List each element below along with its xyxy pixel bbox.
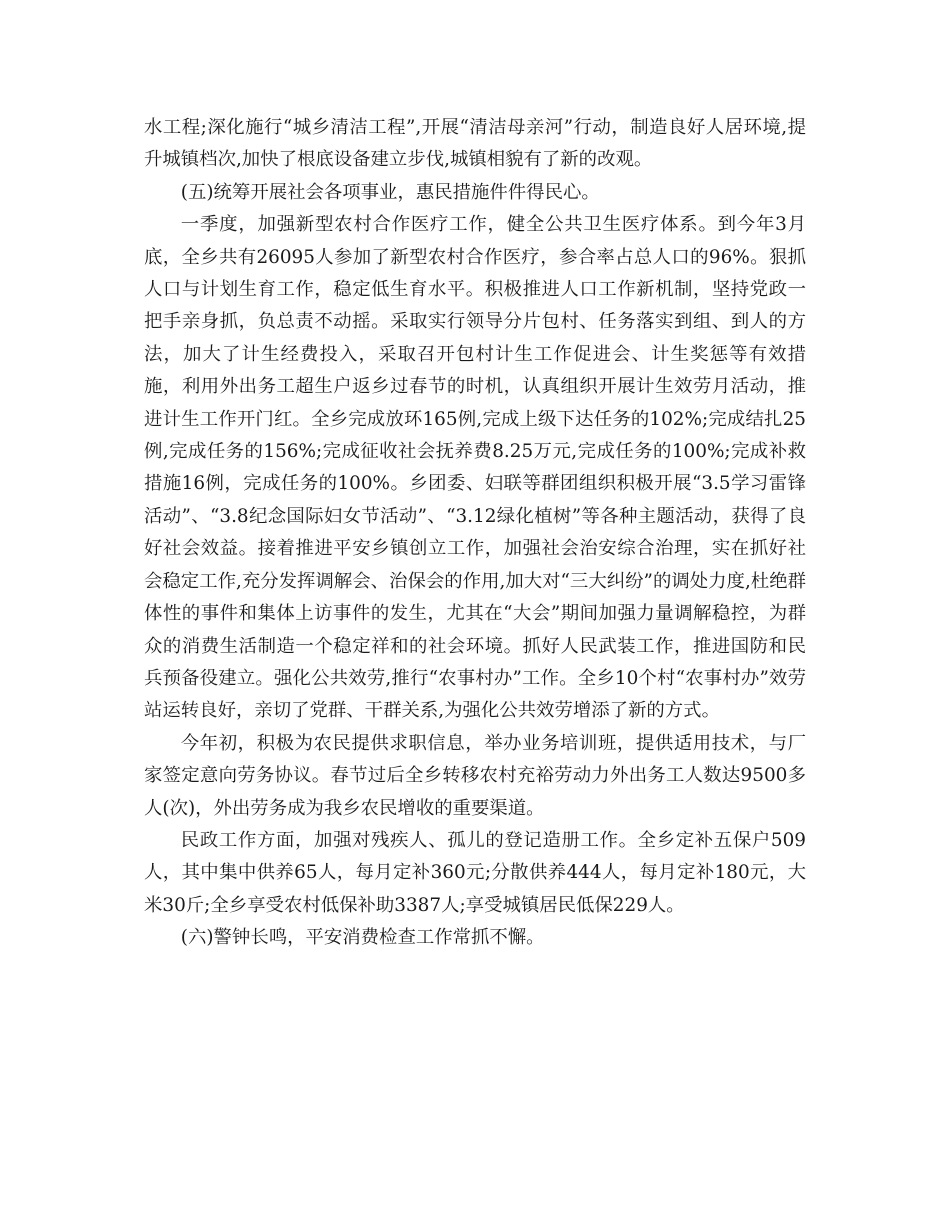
paragraph-5: 民政工作方面，加强对残疾人、孤儿的登记造册工作。全乡定补五保户509人，其中集中供养65人，每月定补360元;分散供养444人，每月定补180元，大米30斤;全乡享受农村低保补助3387人;享受城镇居民低保229人。 xyxy=(144,829,806,916)
paragraph-1: 水工程;深化施行“城乡清洁工程”,开展“清洁母亲河”行动，制造良好人居环境,提升城镇档次,加快了根底设备建立步伐,城镇相貌有了新的改观。 xyxy=(144,117,806,171)
paragraph-2-heading: (五)统筹开展社会各项事业，惠民措施件件得民心。 xyxy=(180,181,600,203)
paragraph-3: 一季度，加强新型农村合作医疗工作，健全公共卫生医疗体系。到今年3月底，全乡共有26095人参加了新型农村合作医疗，参合率占总人口的96%。狠抓人口与计划生育工作，稳定低生育水平。积极推进人口工作新机制，坚持党政一把手亲身抓，负总责不动摇。采取实行领导分片包村、任务落实到组、到人的方法，加大了计生经费投入，采取召开包村计生工作促进会、计生奖惩等有效措施，利用外出务工超生户返乡过春节的时机，认真组织开展计生效劳月活动，推进计生工作开门红。全乡完成放环165例,完成上级下达任务的102%;完成结扎25例,完成任务的156%;完成征收社会抚养费8.25万元,完成任务的100%;完成补救措施16例，完成任务的100%。乡团委、妇联等群团组织积极开展“3.5学习雷锋活动”、“3.8纪念国际妇女节活动”、“3.12绿化植树”等各种主题活动，获得了良好社会效益。接着推进平安乡镇创立工作，加强社会治安综合治理，实在抓好社会稳定工作,充分发挥调解会、治保会的作用,加大对“三大纠纷”的调处力度,杜绝群体性的事件和集体上访事件的发生，尤其在“大会”期间加强力量调解稳控，为群众的消费生活制造一个稳定祥和的社会环境。抓好人民武装工作，推进国防和民兵预备役建立。强化公共效劳,推行“农事村办”工作。全乡10个村“农事村办”效劳站运转良好，亲切了党群、干群关系,为强化公共效劳增添了新的方式。 xyxy=(144,214,806,722)
paragraph-6-heading: (六)警钟长鸣，平安消费检查工作常抓不懈。 xyxy=(180,927,545,949)
document-body xyxy=(144,112,806,955)
paragraph-4: 今年初，积极为农民提供求职信息，举办业务培训班，提供适用技术，与厂家签定意向劳务协议。春节过后全乡转移农村充裕劳动力外出务工人数达9500多人(次)，外出劳务成为我乡农民增收的重要渠道。 xyxy=(144,732,806,819)
